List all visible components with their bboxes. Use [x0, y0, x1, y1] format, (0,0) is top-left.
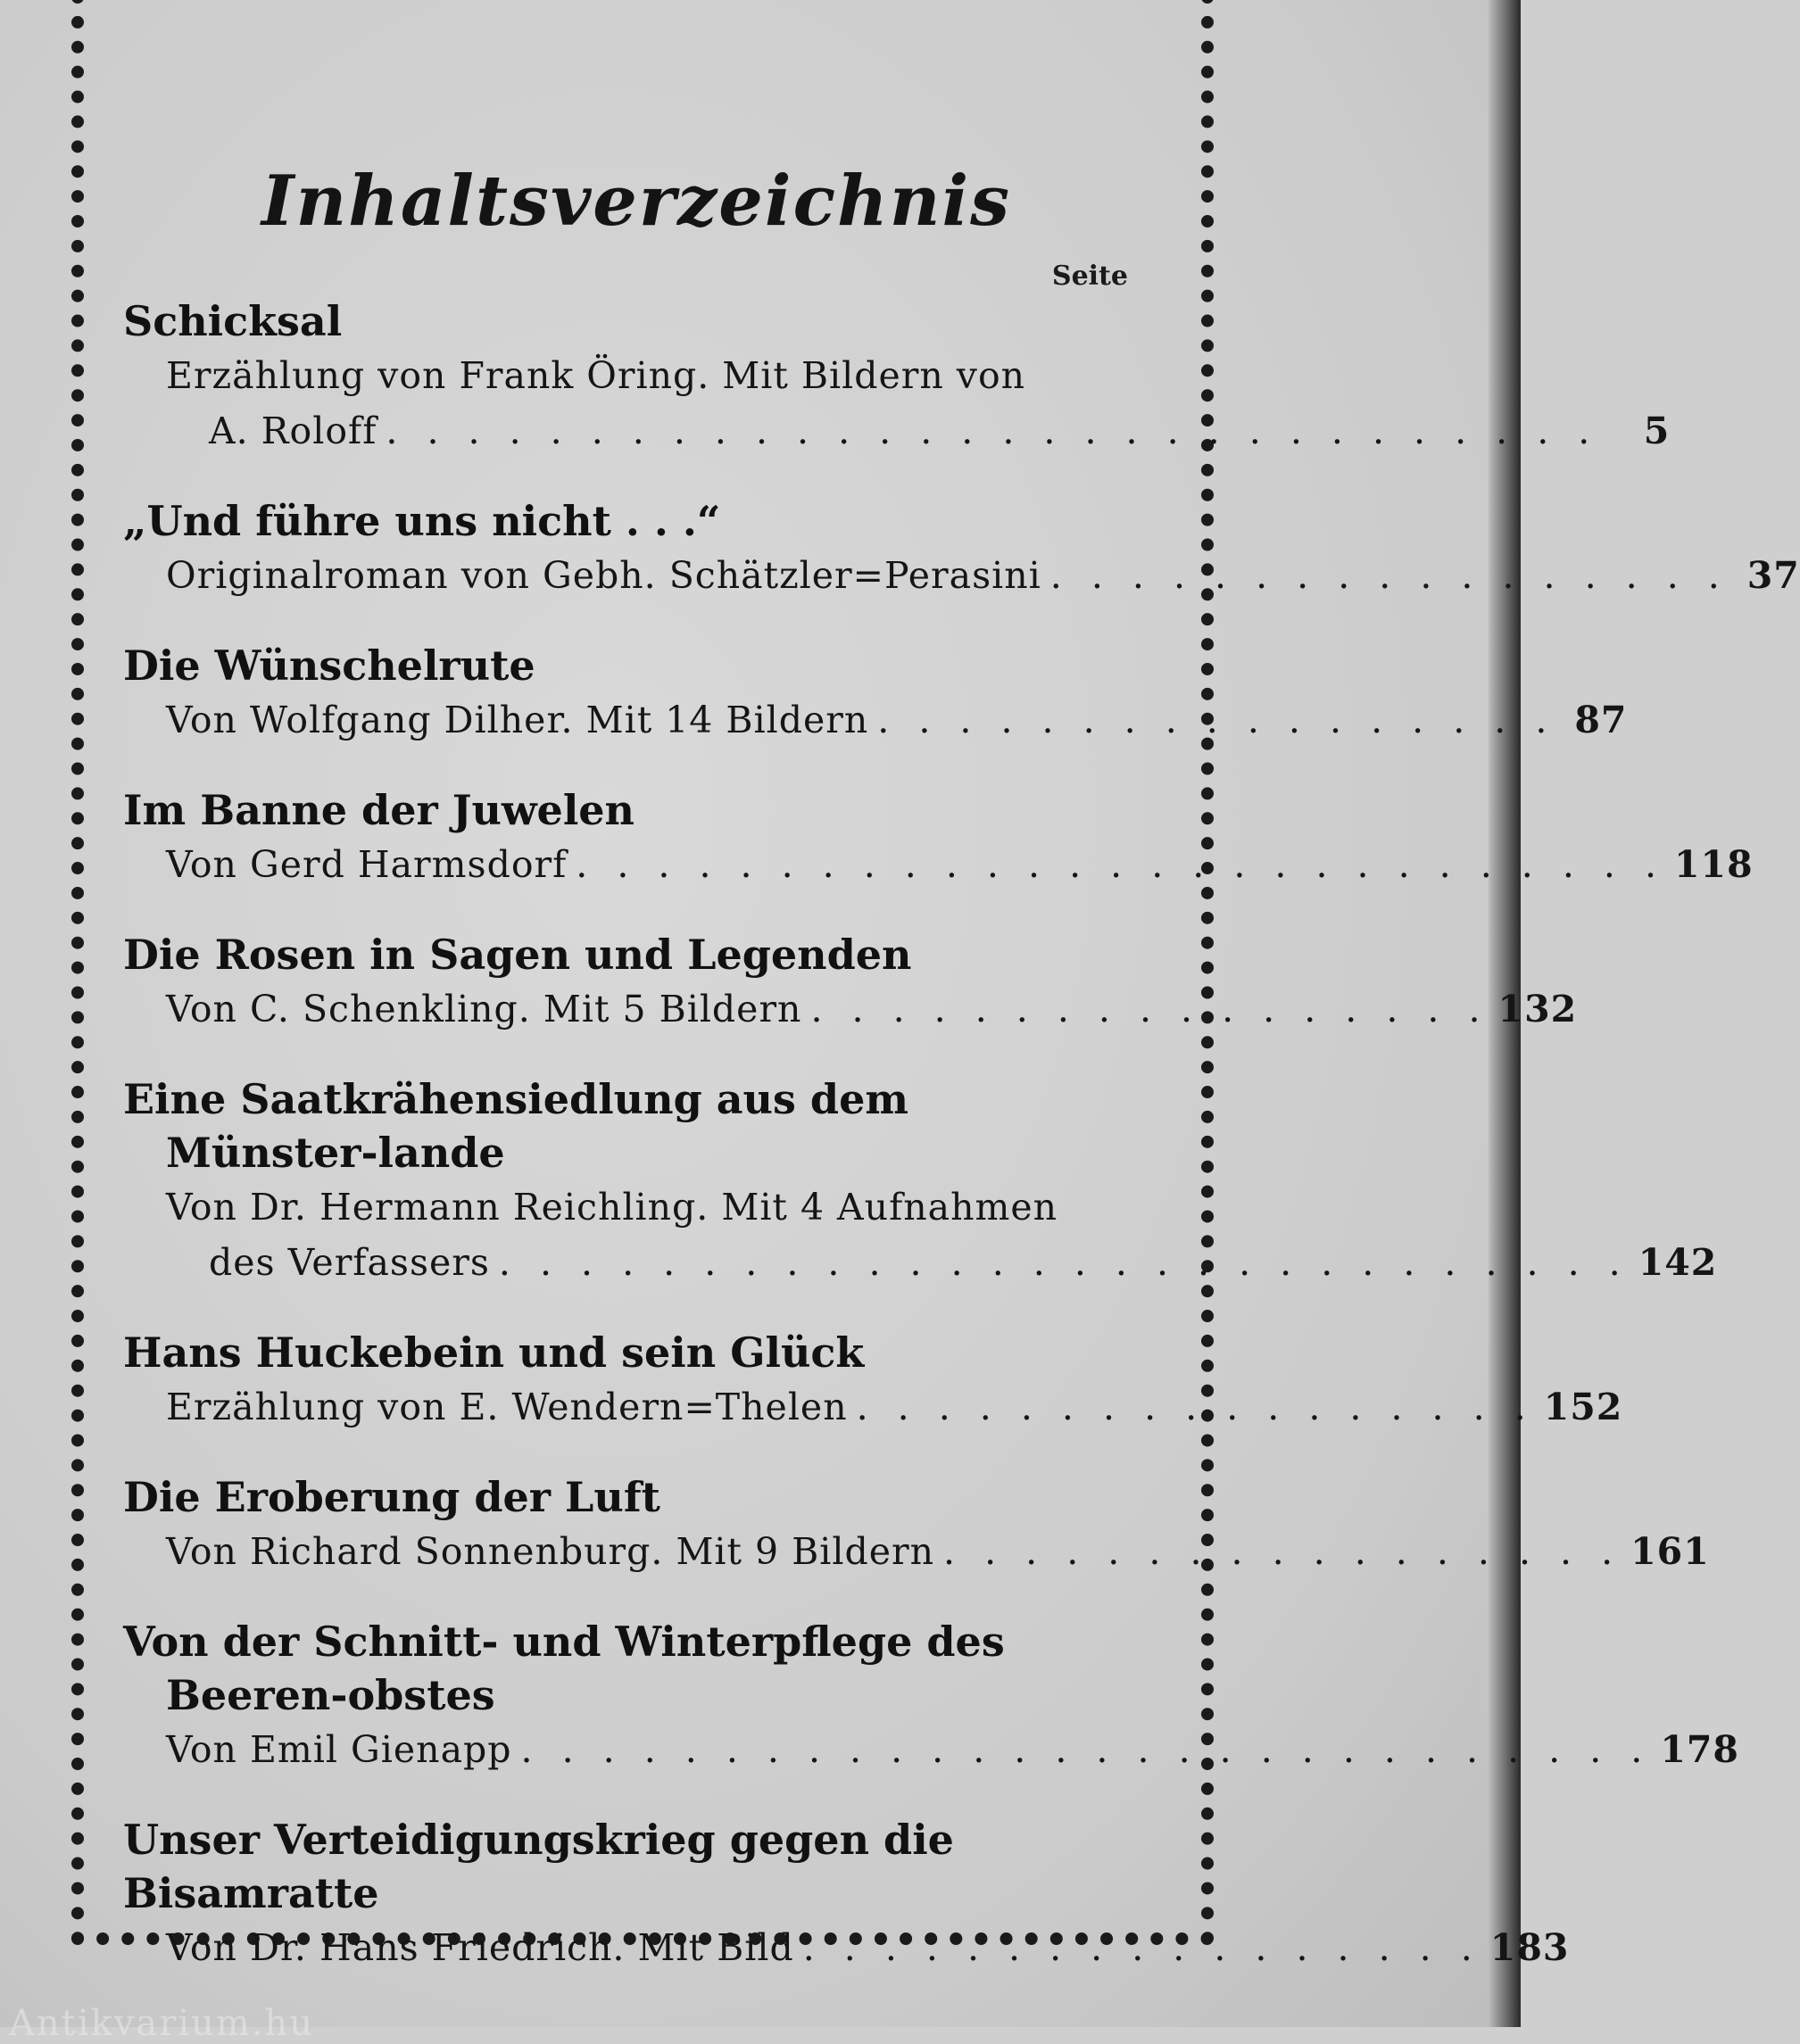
leader-dots: . . . . . . . . . . . . . . . . . . . . . . . . . . . .: [520, 1728, 1652, 1771]
toc-page-number: 118: [1674, 843, 1754, 886]
toc-entry-line: [123, 1524, 1710, 1579]
toc-page-number: 152: [1543, 1386, 1623, 1428]
toc-entry: [123, 1072, 1718, 1290]
toc-entry: [123, 494, 1800, 603]
page-column-header: Seite: [1051, 261, 1128, 292]
leader-dots: . . . . . . . . . . . . . . . . . . . . . . . . . . .: [576, 843, 1666, 886]
toc-entry-title: Die Eroberung der Luft: [123, 1473, 660, 1521]
toc-entry: [123, 1615, 1739, 1777]
leader-dots: . . . . . . . . . . . . . . . . .: [1049, 554, 1729, 597]
toc-entry-title: Unser Verteidigungskrieg gegen die Bisamratte: [123, 1816, 954, 1917]
toc-entry: [123, 1813, 1570, 1975]
toc-entry-text: A. Roloff: [209, 410, 377, 452]
toc-entry-line: [123, 1235, 1718, 1290]
toc-entry-text: Von Wolfgang Dilher. Mit 14 Bildern: [166, 699, 869, 741]
toc-entry-text: des Verfassers: [209, 1241, 490, 1284]
toc-entry: [123, 1470, 1710, 1579]
toc-entry-line: [123, 1179, 1149, 1235]
leader-dots: . . . . . . . . . . . . . . . . .: [802, 1926, 1481, 1969]
leader-dots: . . . . . . . . . . . . . . . . .: [856, 1386, 1535, 1428]
toc-page-number: 37: [1746, 554, 1800, 597]
leader-dots: . . . . . . . . . . . . . . . . .: [877, 699, 1556, 741]
toc-entry-text: Von Dr. Hermann Reichling. Mit 4 Aufnahmen: [166, 1186, 1058, 1229]
toc-entry-title: Im Banne der Juwelen: [123, 786, 635, 834]
toc-entry: [123, 928, 1578, 1037]
toc-entry-line: [123, 1379, 1623, 1435]
toc-entry-title: „Und führe uns nicht . . .“: [123, 497, 721, 545]
toc-entry-line: [123, 1722, 1739, 1777]
toc-entry-line: [123, 348, 1149, 403]
toc-entry-text: Von C. Schenkling. Mit 5 Bildern: [166, 988, 802, 1030]
page-content: [123, 0, 1800, 1969]
toc-entry: [123, 294, 1671, 459]
toc-entry: [123, 783, 1754, 892]
toc-entry-line: [123, 692, 1628, 748]
toc-entry: [123, 639, 1628, 748]
toc-page-number: 142: [1638, 1241, 1718, 1284]
toc-entry-text: Von Emil Gienapp: [166, 1728, 512, 1771]
toc-entry-title: Eine Saatkrähensiedlung aus dem Münster-lande: [123, 1075, 909, 1177]
toc-entry-line: [123, 1920, 1570, 1975]
toc-page-number: 87: [1574, 699, 1628, 741]
toc-entry: [123, 1326, 1623, 1435]
leader-dots: . . . . . . . . . . . . . . . . .: [810, 988, 1489, 1030]
toc-entry-title: Hans Huckebein und sein Glück: [123, 1328, 865, 1377]
toc-page-number: 183: [1489, 1926, 1570, 1969]
table-of-contents: [123, 294, 1800, 1975]
toc-entry-line: [123, 837, 1754, 892]
toc-entry-text: Erzählung von E. Wendern=Thelen: [166, 1386, 848, 1428]
toc-entry-title: Die Rosen in Sagen und Legenden: [123, 931, 912, 979]
toc-entry-text: Erzählung von Frank Öring. Mit Bildern von: [166, 354, 1026, 397]
toc-entry-text: Von Dr. Hans Friedrich. Mit Bild: [166, 1926, 794, 1969]
toc-entry-text: Originalroman von Gebh. Schätzler=Perasini: [166, 554, 1041, 597]
toc-entry-title: Schicksal: [123, 297, 343, 345]
toc-entry-text: Von Richard Sonnenburg. Mit 9 Bildern: [166, 1530, 935, 1573]
toc-entry-title: Von der Schnitt- und Winterpflege des Beeren-obstes: [123, 1618, 1005, 1719]
leader-dots: . . . . . . . . . . . . . . . . .: [943, 1530, 1622, 1573]
toc-entry-line: [123, 548, 1800, 603]
watermark-text: Antikvarium.hu: [9, 2003, 315, 2044]
toc-entry-text: Von Gerd Harmsdorf: [166, 843, 568, 886]
toc-entry-line: [123, 403, 1671, 459]
page-title: Inhaltsverzeichnis: [261, 161, 1012, 242]
toc-page-number: 5: [1643, 410, 1671, 452]
toc-page-number: 178: [1660, 1728, 1739, 1771]
toc-entry-line: [123, 981, 1578, 1037]
toc-entry-title: Die Wünschelrute: [123, 641, 535, 690]
toc-page-number: 132: [1497, 988, 1578, 1030]
leader-dots: . . . . . . . . . . . . . . . . . . . . . . . . . . . .: [498, 1241, 1630, 1284]
toc-page-number: 161: [1630, 1530, 1710, 1573]
leader-dots: . . . . . . . . . . . . . . . . . . . . . . . . . . . . . .: [386, 410, 1599, 452]
